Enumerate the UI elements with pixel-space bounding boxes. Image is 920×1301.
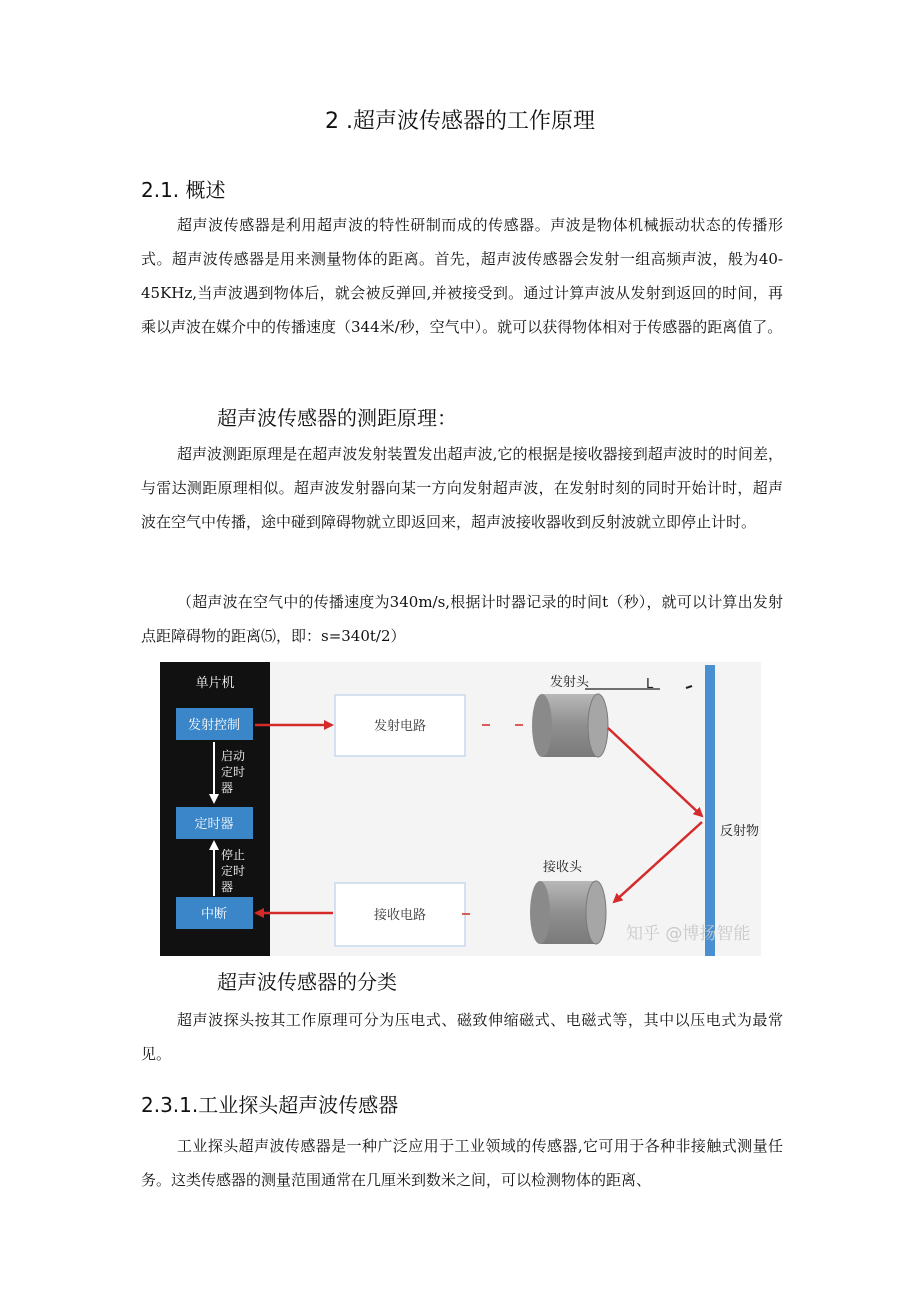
rx-head-cylinder — [530, 881, 606, 944]
ranging-paragraph: 超声波测距原理是在超声波发射装置发出超声波,它的根据是接收器接到超声波时的时间差，与雷达测距原理相似。超声波发射器向某一方向发射超声波，在发射时刻的同时开始计时，超声波在空气中传播，途中碰到障碍物就立即返回来，超声波接收器收到反射波就立即停止计时。 — [141, 445, 783, 531]
section-heading-industrial: 2.3.1.工业探头超声波传感器 — [141, 1093, 399, 1117]
stop-timer-label-3: 器 — [221, 880, 234, 894]
section-heading-ranging: 超声波传感器的测距原理： — [217, 406, 457, 430]
ranging-formula-paragraph: （超声波在空气中的传播速度为340m/s,根据计时器记录的时间t（秒），就可以计算出发射点距障碍物的距离⑸，即：s=340t/2） — [141, 593, 783, 645]
rx-head-label: 接收头 — [543, 860, 583, 875]
start-timer-label-3: 器 — [221, 781, 234, 795]
timer-label: 定时器 — [194, 817, 234, 832]
classification-paragraph: 超声波探头按其工作原理可分为压电式、磁致伸缩磁式、电磁式等，其中以压电式为最常见。 — [141, 1011, 783, 1063]
ranging-diagram-svg — [160, 662, 761, 956]
reflector-bar — [705, 665, 715, 956]
tx-circuit-label: 发射电路 — [373, 719, 427, 734]
section-heading-classification: 超声波传感器的分类 — [217, 970, 397, 994]
mcu-label: 单片机 — [195, 676, 235, 691]
stop-timer-label-1: 停止 — [221, 848, 246, 862]
page-title: 2 .超声波传感器的工作原理 — [325, 109, 595, 134]
tx-head-label: 发射头 — [550, 675, 590, 690]
section-heading-overview: 2.1. 概述 — [141, 178, 226, 202]
interrupt-label: 中断 — [200, 907, 228, 922]
distance-label: L — [646, 677, 654, 692]
stop-timer-label-2: 定时 — [221, 864, 246, 878]
start-timer-label-1: 启动 — [221, 749, 246, 763]
ranging-diagram — [160, 662, 761, 956]
start-timer-label-2: 定时 — [221, 765, 246, 779]
industrial-paragraph: 工业探头超声波传感器是一种广泛应用于工业领域的传感器,它可用于各种非接触式测量任务。这类传感器的测量范围通常在几厘米到数米之间，可以检测物体的距离、 — [141, 1137, 783, 1189]
tx-control-label: 发射控制 — [187, 718, 241, 733]
watermark-text: 知乎 @博扬智能 — [626, 924, 751, 944]
overview-paragraph: 超声波传感器是利用超声波的特性研制而成的传感器。声波是物体机械振动状态的传播形式。超声波传感器是用来测量物体的距离。首先，超声波传感器会发射一组高频声波，般为40-45KHz,当声波遇到物体后，就会被反弹回,并被接受到。通过计算声波从发射到返回的时间，再乘以声波在媒介中的传播速度（344米/秒，空气中）。就可以获得物体相对于传感器的距离值了。 — [141, 216, 783, 336]
tx-head-cylinder — [532, 694, 608, 757]
rx-circuit-label: 接收电路 — [373, 908, 427, 923]
reflector-label: 反射物 — [720, 824, 760, 839]
